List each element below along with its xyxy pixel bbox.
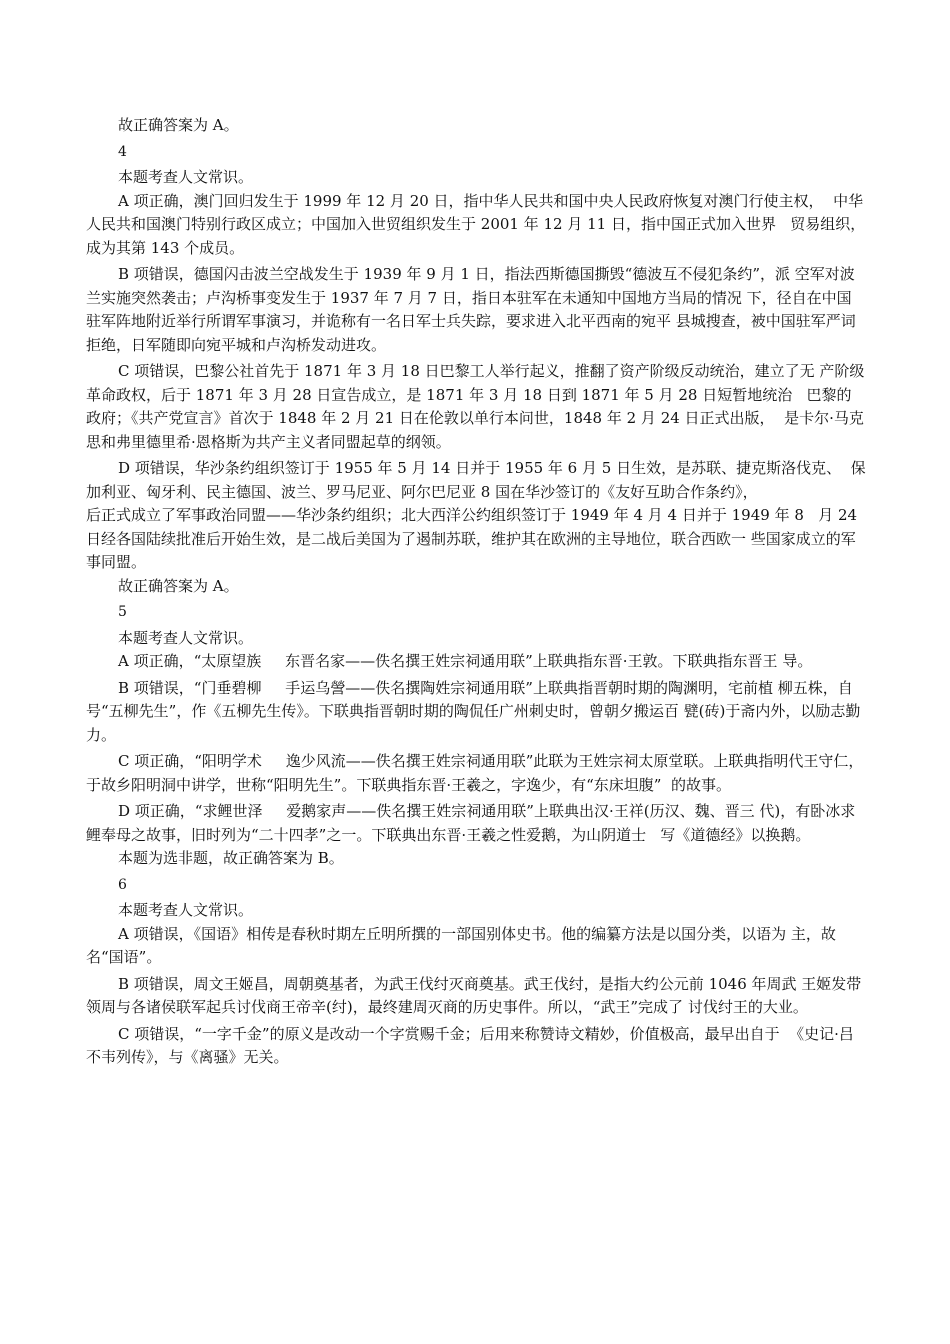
question-number: 6 xyxy=(118,876,127,893)
option-c-explanation: C 项正确，“阳明学术 逸少风流——佚名撰王姓宗祠通用联”此联为王姓宗祠太原堂联。上联典指明代王守仁，于故乡阳明洞中讲学，世称“阳明先生”。下联典指东晋·王羲之，字逸少，有“东床坦腹” 的故事。 xyxy=(86,752,864,794)
topic-line: 本题考查人文常识。 xyxy=(118,901,254,919)
question-number: 5 xyxy=(118,604,127,620)
option-a-explanation: A 项错误，《国语》相传是春秋时期左丘明所撰的一部国别体史书。他的编纂方法是以国分类，以语为 主，故名“国语”。 xyxy=(86,924,836,966)
option-b-explanation: B 项错误，“门垂碧柳 手运乌謍——佚名撰陶姓宗祠通用联”上联典指晋朝时期的陶渊明，宅前植 柳五株，自号“五柳先生”，作《五柳先生传》。下联典指晋朝时期的陶侃任广州刺史时，曾朝夕搬运百 甓(砖)于斋内外，以励志勤力。 xyxy=(86,678,861,744)
topic-line: 本题考查人文常识。 xyxy=(118,168,254,186)
option-d-explanation: D 项正确，“求鲤世泽 爱鹅家声——佚名撰王姓宗祠通用联”上联典出汉·王祥(历汉、魏、晋三 代)，有卧冰求鲤奉母之故事，旧时列为“二十四孝”之一。下联典出东晋·王羲之性爱鹅，为山阴道士 写《道德经》以换鹅。 xyxy=(86,802,856,844)
option-d-explanation: D 项错误，华沙条约组织签订于 1955 年 5 月 14 日并于 1955 年 6 月 5 日生效，是苏联、捷克斯洛伐克、 保加利亚、匈牙利、民主德国、波兰、罗马尼亚、阿尔巴尼亚 8 国在华沙签订的《友好互助合作条约》， xyxy=(86,459,866,501)
option-b-explanation: B 项错误，德国闪击波兰空战发生于 1939 年 9 月 1 日，指法西斯德国撕毁“德波互不侵犯条约”，派 空军对波兰实施突然袭击；卢沟桥事变发生于 1937 年 7 月 7 日，指日本驻军在未通知中国地方当局的情况 下，径自在中国驻军阵地附近举行所谓军事演习，并诡称有一名日军士兵失踪，要求进入北平西南的宛平 县城搜查，被中国驻军严词拒绝，日军随即向宛平城和卢沟桥发动进攻。 xyxy=(86,265,856,354)
answer-line: 本题为选非题，故正确答案为 B。 xyxy=(118,849,344,867)
option-a-explanation: A 项正确，“太原望族 东晋名家——佚名撰王姓宗祠通用联”上联典指东晋·王敦。下联典指东晋王 导。 xyxy=(118,652,813,670)
answer-line: 故正确答案为 A。 xyxy=(118,576,239,595)
answer-line: 故正确答案为 A。 xyxy=(118,116,239,134)
document-body xyxy=(86,114,866,1070)
option-d-explanation-continued: 后正式成立了军事政治同盟——华沙条约组织；北大西洋公约组织签订于 1949 年 4 月 4 日并于 1949 年 8 月 24 日经各国陆续批准后开始生效，是二战后美国为了遏制苏联，维护其在欧洲的主导地位，联合西欧一 些国家成立的军事同盟。 xyxy=(86,506,862,571)
option-c-explanation: C 项错误，“一字千金”的原义是改动一个字赏赐千金；后用来称赞诗文精妙，价值极高，最早出自于 《史记·吕不韦列传》，与《离骚》无关。 xyxy=(86,1024,854,1066)
topic-line: 本题考查人文常识。 xyxy=(118,628,254,647)
option-c-explanation: C 项错误，巴黎公社首先于 1871 年 3 月 18 日巴黎工人举行起义，推翻了资产阶级反动统治，建立了无 产阶级革命政权，后于 1871 年 3 月 28 日宣告成立，是 1871 年 3 月 18 日到 1871 年 5 月 28 日短暂地统治 巴黎的政府；《共产党宣言》首次于 1848 年 2 月 21 日在伦敦以单行本问世，1848 年 2 月 24 日正式出版， 是卡尔·马克思和弗里德里希·恩格斯为共产主义者同盟起草的纲领。 xyxy=(86,362,865,451)
option-b-explanation: B 项错误，周文王姬昌，周朝奠基者，为武王伐纣灭商奠基。武王伐纣，是指大约公元前 1046 年周武 王姬发带领周与各诸侯联军起兵讨伐商王帝辛(纣)，最终建周灭商的历史事件。所以，“武王”完成了 讨伐纣王的大业。 xyxy=(86,974,862,1016)
question-number: 4 xyxy=(118,143,127,160)
option-a-explanation: A 项正确，澳门回归发生于 1999 年 12 月 20 日，指中华人民共和国中央人民政府恢复对澳门行使主权， 中华人民共和国澳门特别行政区成立；中国加入世贸组织发生于 2001 年 12 月 11 日，指中国正式加入世界 贸易组织，成为其第 143 个成员。 xyxy=(86,191,866,257)
